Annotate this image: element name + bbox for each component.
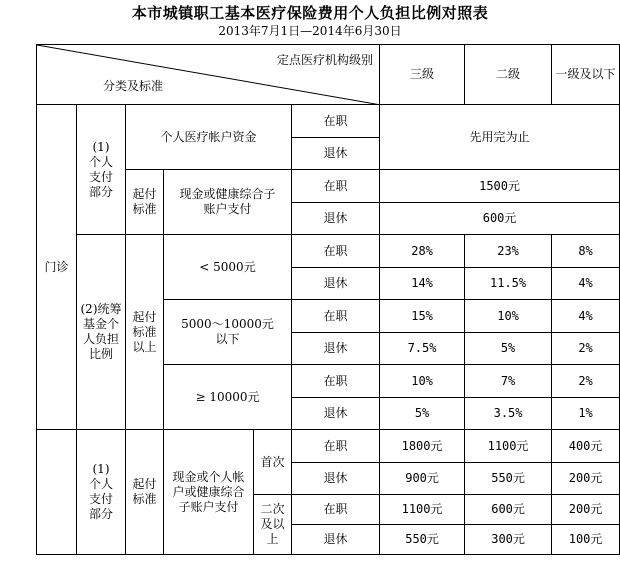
first-time-label: 首次	[254, 430, 292, 495]
status-employed: 在职	[292, 170, 380, 203]
table-cell: 4%	[552, 268, 620, 300]
table-cell: 2%	[552, 333, 620, 365]
table-cell: 11.5%	[465, 268, 552, 300]
inpatient-personal-part: (1)个人支付部分	[77, 430, 126, 555]
cash-retired-value: 600元	[380, 203, 620, 235]
table-cell: 8%	[552, 235, 620, 268]
table-cell: 7%	[465, 365, 552, 398]
cash-account-label: 现金或健康综合子账户支付	[164, 170, 292, 235]
cash-employed-value: 1500元	[380, 170, 620, 203]
table-cell: 600元	[465, 495, 552, 525]
band-under-5000: < 5000元	[164, 235, 292, 300]
band-over-10000: ≥ 10000元	[164, 365, 292, 430]
inpatient-category	[37, 430, 77, 555]
table-cell: 14%	[380, 268, 465, 300]
band-5000-10000: 5000～10000元以下	[164, 300, 292, 365]
table-cell: 2%	[552, 365, 620, 398]
table-cell: 1100元	[465, 430, 552, 463]
table-cell: 23%	[465, 235, 552, 268]
category-label: 分类及标准	[103, 79, 164, 93]
table-cell: 200元	[552, 495, 620, 525]
date-range: 2013年7月1日—2014年6月30日	[218, 24, 402, 38]
outpatient-personal-part: (1)个人支付部分	[77, 105, 126, 235]
status-retired: 退休	[292, 138, 380, 170]
inpatient-deductible: 起付标准	[126, 430, 164, 555]
status-employed: 在职	[292, 235, 380, 268]
level-3-header: 三级	[380, 45, 465, 105]
facility-level-label: 定点医疗机构级别	[277, 53, 374, 67]
table-cell: 3.5%	[465, 398, 552, 430]
table-cell: 1100元	[380, 495, 465, 525]
personal-account-funds: 个人医疗帐户资金	[126, 105, 292, 170]
above-deductible-label: 起付标准以上	[126, 235, 164, 430]
table-cell: 300元	[465, 525, 552, 555]
status-employed: 在职	[292, 105, 380, 138]
table-cell: 4%	[552, 300, 620, 333]
deductible-label: 起付标准	[126, 170, 164, 235]
status-employed: 在职	[292, 365, 380, 398]
status-employed: 在职	[292, 430, 380, 463]
table-cell: 100元	[552, 525, 620, 555]
table-cell: 10%	[465, 300, 552, 333]
second-time-label: 二次及以上	[254, 495, 292, 555]
table-cell: 28%	[380, 235, 465, 268]
status-retired: 退休	[292, 333, 380, 365]
table-cell: 900元	[380, 463, 465, 495]
table-cell: 7.5%	[380, 333, 465, 365]
status-employed: 在职	[292, 300, 380, 333]
table-cell: 550元	[380, 525, 465, 555]
status-retired: 退休	[292, 203, 380, 235]
corner-header-cell	[37, 45, 380, 105]
status-retired: 退休	[292, 268, 380, 300]
status-retired: 退休	[292, 398, 380, 430]
status-retired: 退休	[292, 525, 380, 555]
table-cell: 10%	[380, 365, 465, 398]
table-cell: 200元	[552, 463, 620, 495]
table-cell: 550元	[465, 463, 552, 495]
status-employed: 在职	[292, 495, 380, 525]
pooled-fund-part: (2)统筹基金个人负担比例	[77, 235, 126, 430]
outpatient-label: 门诊	[37, 105, 77, 430]
table-cell: 400元	[552, 430, 620, 463]
level-2-header: 二级	[465, 45, 552, 105]
cost-ratio-table	[36, 44, 620, 555]
level-1-header: 一级及以下	[552, 45, 620, 105]
status-retired: 退休	[292, 463, 380, 495]
table-cell: 5%	[465, 333, 552, 365]
use-up-first-value: 先用完为止	[380, 105, 620, 170]
table-cell: 1800元	[380, 430, 465, 463]
table-cell: 1%	[552, 398, 620, 430]
table-title: 本市城镇职工基本医疗保险费用个人负担比例对照表	[131, 4, 489, 22]
table-cell: 15%	[380, 300, 465, 333]
table-cell: 5%	[380, 398, 465, 430]
inpatient-payment-method: 现金或个人帐户或健康综合子账户支付	[164, 430, 254, 555]
